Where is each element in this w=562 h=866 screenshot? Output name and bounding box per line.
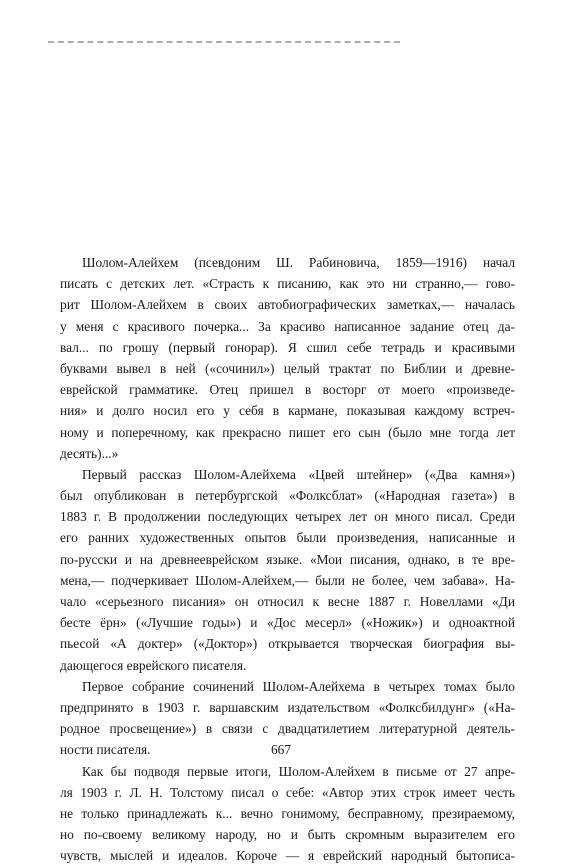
text-line: ности писателя. <box>60 742 151 758</box>
text-line: ния» и долго носил его у себя в кармане, показывая каждому встреч- <box>60 403 515 419</box>
text-line: но по-своему великому народу, но и быть скромным выразителем его <box>60 827 515 843</box>
text-line: чало «серьезного писания» он относил к весне 1887 г. Новеллами «Ди <box>60 594 515 609</box>
text-line: пьесой «А доктер» («Доктор») открывается творческая биография вы- <box>60 636 515 652</box>
text-line: у меня с красивого почерка... За красиво написанное задание отец да- <box>60 318 515 334</box>
text-line: Как бы подводя первые итоги, Шолом-Алейхем в письме от 27 апре- <box>82 763 515 779</box>
text-line: был опубликован в петербургской «Фолксблат» («Народная газета») в <box>60 488 515 504</box>
body-text <box>60 252 515 866</box>
text-line: десять)...» <box>60 445 119 461</box>
text-line: по-русски и на древнееврейском языке. «Мои писания, однако, в те вре- <box>60 551 515 567</box>
text-line: писать с детских лет. «Страсть к писанию, как это ни странно,— гово- <box>60 276 515 292</box>
text-line: Первое собрание сочинений Шолом-Алейхема в четырех томах было <box>82 678 515 694</box>
text-line: его ранних художественных опытов были произведения, написанные и <box>60 530 515 546</box>
text-line: родное просвещение») в связи с двадцатилетием литературной деятель- <box>60 721 515 737</box>
text-line: буквами вывел в ней («сочинил») целый трактат по Библии и древне- <box>60 360 515 376</box>
text-line: ному и поперечному, как прекрасно пишет его сын (было мне тогда лет <box>60 424 515 440</box>
text-line: предпринято в 1903 г. варшавским издательством «Фолксбилдунг» («На- <box>60 699 515 715</box>
text-line: чувств, мыслей и идеалов. Короче — я еврейский народный бытописа- <box>60 848 515 864</box>
text-line: вал... по грошу (первый гонорар). Я сшил себе тетрадь и красивыми <box>60 339 515 355</box>
text-line: Первый рассказ Шолом-Алейхема «Цвей штейнер» («Два камня») <box>82 466 515 482</box>
header-rule <box>48 41 400 43</box>
text-line: бесте ёрн» («Лучшие годы») и «Дос месерл» («Ножик») и одноактной <box>60 615 515 631</box>
text-line: дающегося еврейского писателя. <box>60 657 247 673</box>
text-line: 1883 г. В продолжении последующих четырех лет он много писал. Среди <box>60 509 515 525</box>
text-line: еврейской грамматике. Отец пришел в восторг от моего «произведе- <box>60 382 515 398</box>
text-line: рит Шолом-Алейхем в своих автобиографических заметках,— началась <box>60 297 515 313</box>
text-line: не только принадлежать к... вечно гонимому, бесправному, презираемому, <box>60 805 515 821</box>
text-line: мена,— подчеркивает Шолом-Алейхем,— были не более, чем забава». На- <box>60 572 515 588</box>
text-line: ля 1903 г. Л. Н. Толстому писал о себе: «Автор этих строк имеет честь <box>60 784 515 800</box>
text-line: Шолом-Алейхем (псевдоним Ш. Рабиновича, 1859—1916) начал <box>82 255 515 270</box>
page-number: 667 <box>270 742 292 757</box>
